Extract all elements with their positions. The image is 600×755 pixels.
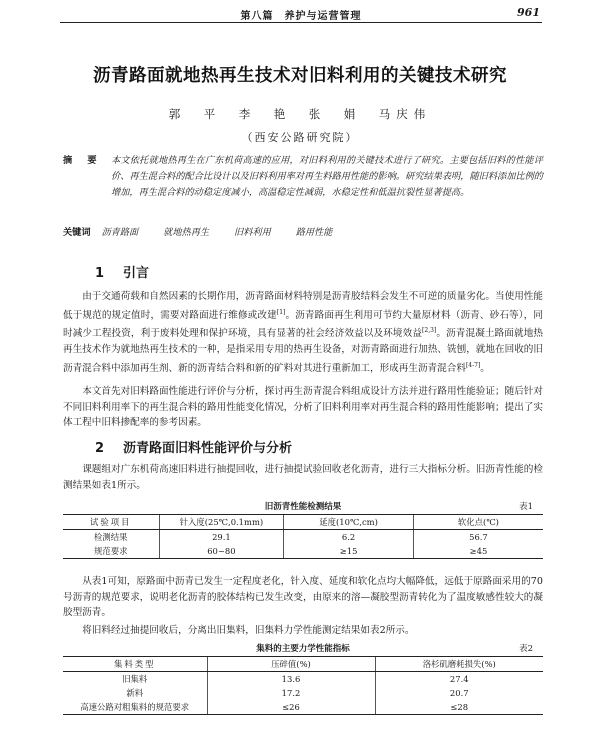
table-cell: ≤28 <box>375 700 543 715</box>
section2-paragraph-3: 将旧料经过抽提回收后，分离出旧集料，旧集料力学性能测定结果如表2所示。 <box>82 625 415 636</box>
text-run: 由于交通荷载和自然因素的长期作用，沥青路面材料特别是沥青胶结料会发生不可逆的质量劣化。当使用性能低于规范的规定值时，需要对路面进行维修或改建 <box>63 291 543 321</box>
table-header: 软化点(℃) <box>413 515 543 530</box>
table1-asphalt-test-results <box>63 514 543 559</box>
table1-caption <box>63 500 543 512</box>
keywords-label: 关键词 <box>63 227 91 238</box>
table-row <box>63 530 543 545</box>
section-number: 1 <box>95 266 105 281</box>
table-header: 集料类型 <box>63 657 207 672</box>
table-cell: 56.7 <box>413 530 543 545</box>
table-cell: ≥45 <box>413 544 543 559</box>
abstract-label: 摘 要 <box>63 155 100 166</box>
table-cell: 新料 <box>126 688 144 698</box>
table-cell: 13.6 <box>207 672 375 687</box>
affiliation: （西安公路研究院） <box>241 131 359 144</box>
section-number: 2 <box>95 441 105 456</box>
table2-aggregate-properties <box>63 656 543 715</box>
table-cell: 60~80 <box>159 544 284 559</box>
table-number: 表2 <box>519 644 533 654</box>
citation: [4-7] <box>465 361 481 369</box>
table-cell: 20.7 <box>375 686 543 700</box>
table-header: 压碎值(%) <box>207 657 375 672</box>
text-run: 。 <box>480 362 490 374</box>
abstract <box>63 153 543 202</box>
intro-paragraph-1 <box>63 289 543 377</box>
table-caption-text: 旧沥青性能检测结果 <box>264 502 342 512</box>
intro-paragraph-2: 本文首先对旧料路面性能进行评价与分析，探讨再生沥青混合料组成设计方法并进行路用性能验证；随后针对不同旧料利用率下的再生混合料的路用性能变化情况，分析了旧料利用率对再生混合料的路用性能影响；提出了实体工程中旧料掺配率的参考因素。 <box>63 386 543 429</box>
table-cell: 6.2 <box>284 530 414 545</box>
table-cell: ≤26 <box>207 700 375 715</box>
citation: [1] <box>276 308 286 316</box>
table-row <box>63 544 543 559</box>
running-title: 第八篇 养护与运营管理 <box>240 11 362 22</box>
table-header: 试验项目 <box>63 515 159 530</box>
section-heading-2 <box>95 437 292 456</box>
keywords <box>63 224 543 238</box>
page-number: 961 <box>517 6 540 19</box>
table-header: 延度(10℃,cm) <box>284 515 414 530</box>
section-heading-1 <box>95 262 149 281</box>
section2-paragraph-1: 课题组对广东机荷高速旧料进行抽提回收，进行抽提试验回收老化沥青，进行三大指标分析。旧沥青性能的检测结果如表1所示。 <box>63 464 543 491</box>
keyword: 路用性能 <box>295 227 333 238</box>
table-row <box>63 686 543 700</box>
table-cell: 29.1 <box>159 530 284 545</box>
paper-title: 沥青路面就地热再生技术对旧料利用的关键技术研究 <box>93 66 507 86</box>
table-number: 表1 <box>519 502 533 512</box>
text-run: 。沥青混凝土路面就地热再生技术作为就地热再生技术的一种，是指采用专用的热再生设备，对沥青路面进行加热、铣刨，就地在回收的旧沥青混合料中添加再生剂、新的沥青结合料和新的矿料对其进行重新加工，形成再生沥青混合料 <box>63 328 544 374</box>
keyword: 旧料利用 <box>234 227 271 238</box>
table2-caption <box>63 642 543 654</box>
keyword: 就地热再生 <box>163 227 210 238</box>
table-cell: ≥15 <box>284 544 414 559</box>
table-header: 针入度(25℃,0.1mm) <box>159 515 284 530</box>
table-cell: 检测结果 <box>94 532 128 542</box>
table-row <box>63 700 543 715</box>
table-cell: 27.4 <box>375 672 543 687</box>
table-cell: 高速公路对粗集料的规范要求 <box>63 700 207 715</box>
table-caption-text: 集料的主要力学性能指标 <box>256 644 350 654</box>
table-cell: 17.2 <box>207 686 375 700</box>
section2-paragraph-2: 从表1可知，原路面中沥青已发生一定程度老化，针入度、延度和软化点均大幅降低，远低于原路面采用的70号沥青的规范要求，说明老化沥青的胶体结构已发生改变，由原来的溶—凝胶型沥青转化为了温度敏感性较大的凝胶型沥青。 <box>63 576 543 619</box>
abstract-text: 本文依托就地热再生在广东机荷高速的应用，对旧料利用的关键技术进行了研究。主要包括旧料的性能评价、再生混合料的配合比设计以及旧料利用率对再生料路用性能的影响。研究结果表明，随旧料添加比例的增加，再生混合料的动稳定度减小，高温稳定性减弱，水稳定性和低温抗裂性显著提高。 <box>111 155 543 199</box>
section-title: 沥青路面旧料性能评价与分析 <box>123 441 293 456</box>
text-run: 。沥青路面再生利用可节约大量原材料（沥青、砂石等），同时减少工程投资，利于废料处理和保护环境，具有显著的社会经济效益以及环境效益 <box>63 309 544 340</box>
section-title: 引言 <box>123 266 150 281</box>
running-header <box>60 2 542 23</box>
table-cell: 旧集料 <box>122 674 148 684</box>
keyword: 沥青路面 <box>101 227 139 238</box>
table-header: 洛杉矶磨耗损失(%) <box>375 657 543 672</box>
authors: 郭 平 李 艳 张 娟 马庆伟 <box>168 107 432 121</box>
citation: [2,3] <box>422 327 437 335</box>
table-row <box>63 672 543 687</box>
table-cell: 规范要求 <box>63 544 159 559</box>
